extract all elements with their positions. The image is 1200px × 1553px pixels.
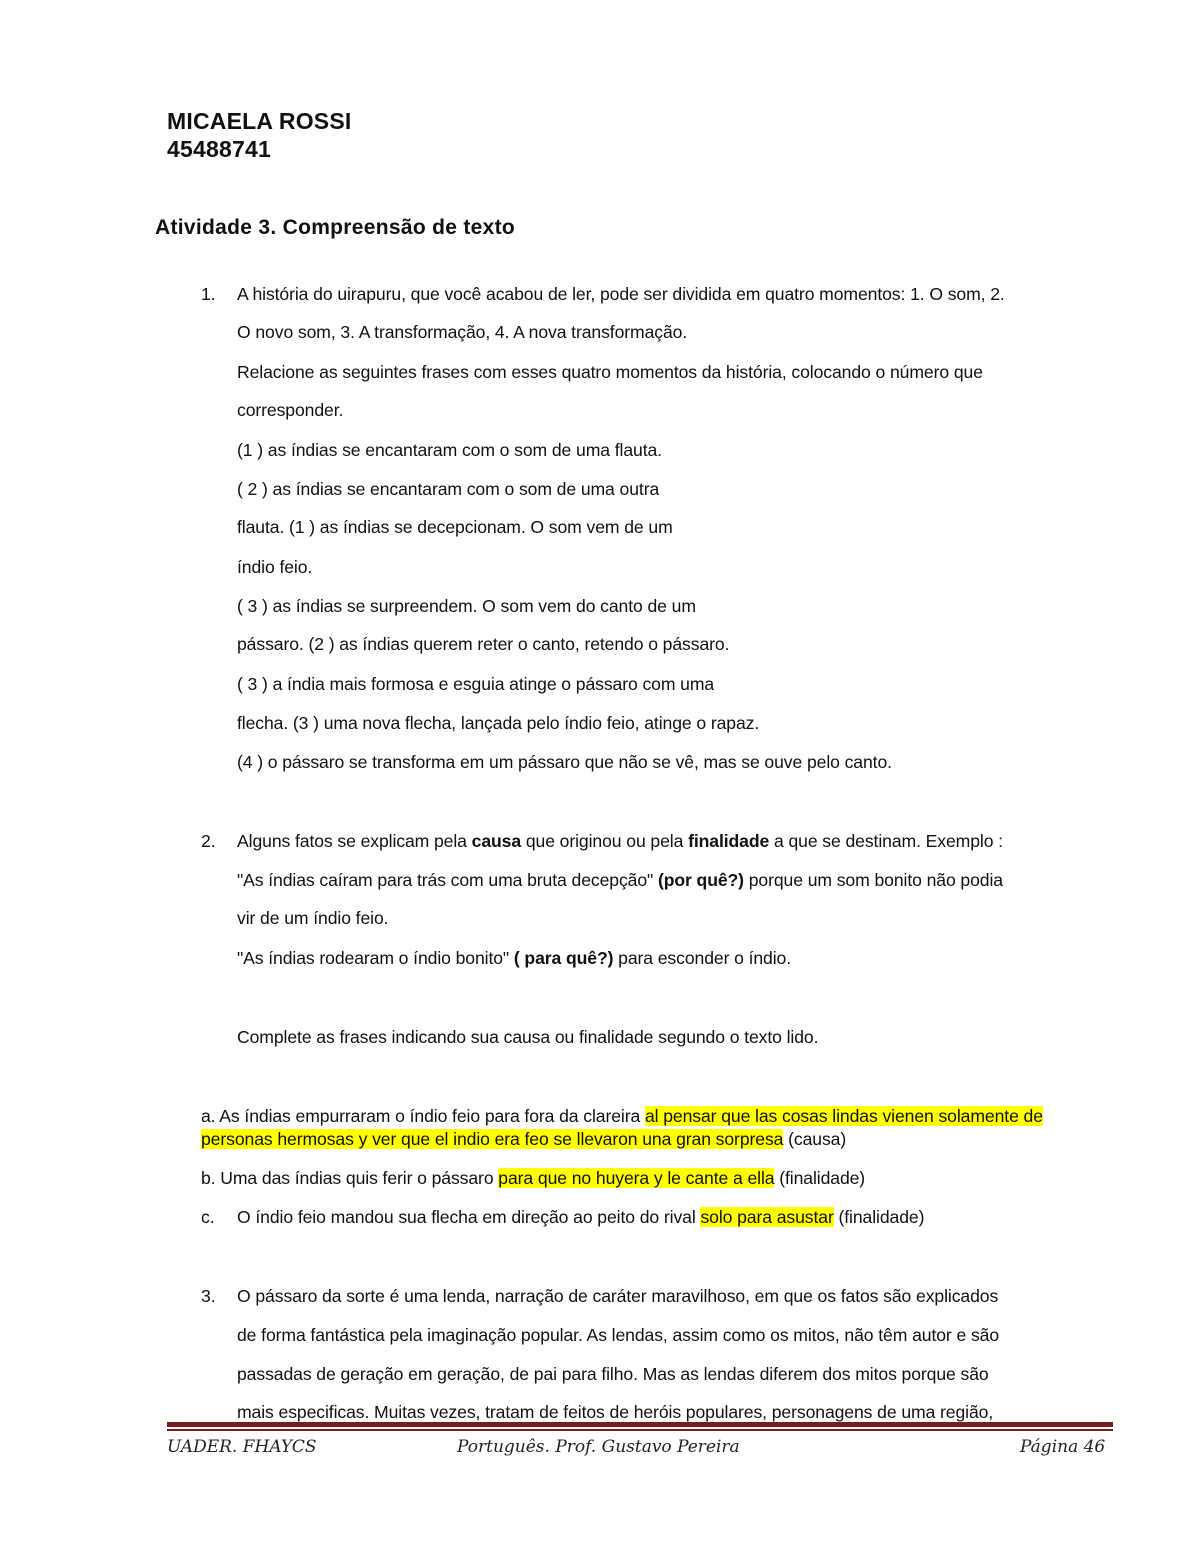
q1-line: (4 ) o pássaro se transforma em um pássaro que não se vê, mas se ouve pelo canto. (237, 752, 892, 772)
q2-finalidade-keyword: finalidade (688, 831, 770, 851)
q2-instruction: Complete as frases indicando sua causa ou finalidade segundo o texto lido. (237, 1027, 819, 1047)
footer-rule (167, 1422, 1113, 1427)
q3-line: de forma fantástica pela imaginação popular. As lendas, assim como os mitos, não têm autor e são (237, 1325, 1000, 1345)
answer-a-highlight: al pensar que las cosas lindas vienen solamente de (644, 1106, 1043, 1126)
student-id: 45488741 (167, 136, 271, 162)
q2-item-a-line2: personas hermosas y ver que el indio era feo se llevaron una gran sorpresa (causa) (201, 1129, 847, 1149)
q1-line: ( 2 ) as índias se encantaram com o som de uma outra (237, 479, 660, 499)
q1-line: ( 3 ) a índia mais formosa e esguia atinge o pássaro com uma (237, 674, 715, 694)
q2-example-2: "As índias rodearam o índio bonito" ( para quê?) para esconder o índio. (237, 948, 792, 968)
q3-number: 3. (201, 1286, 216, 1306)
q2-item-a-line1: a. As índias empurraram o índio feio para fora da clareira al pensar que las cosas lindas vienen solamente de (201, 1106, 1043, 1126)
footer-center: Português. Prof. Gustavo Pereira (457, 1437, 740, 1457)
footer-page-number: Página 46 (1020, 1437, 1106, 1457)
q2-causa-keyword: causa (471, 831, 522, 851)
q1-line: (1 ) as índias se encantaram com o som de uma flauta. (237, 440, 662, 460)
answer-a-highlight-cont: personas hermosas y ver que el indio era feo se llevaron una gran sorpresa (201, 1129, 784, 1149)
q1-line: A história do uirapuru, que você acabou de ler, pode ser dividida em quatro momentos: 1. O som, 2. (237, 284, 1005, 304)
q1-line: ( 3 ) as índias se surpreendem. O som vem do canto de um (237, 596, 696, 616)
q1-line: corresponder. (237, 400, 344, 420)
q2-item-c-label: c. (201, 1207, 215, 1227)
q3-line: passadas de geração em geração, de pai para filho. Mas as lendas diferem dos mitos porque são (237, 1364, 989, 1384)
q1-line: O novo som, 3. A transformação, 4. A nova transformação. (237, 322, 688, 342)
q2-example-1: "As índias caíram para trás com uma bruta decepção" (por quê?) porque um som bonito não podia (237, 870, 1003, 890)
q1-line: índio feio. (237, 557, 313, 577)
activity-title: Atividade 3. Compreensão de texto (155, 216, 515, 239)
q3-line: mais especificas. Muitas vezes, tratam de feitos de heróis populares, personagens de uma região, (237, 1402, 994, 1422)
q2-intro: Alguns fatos se explicam pela causa que originou ou pela finalidade a que se destinam. Exemplo : (237, 831, 1003, 851)
q1-line: flauta. (1 ) as índias se decepcionam. O som vem de um (237, 517, 673, 537)
q2-item-b: b. Uma das índias quis ferir o pássaro para que no huyera y le cante a ella (finalidade) (201, 1168, 866, 1188)
footer-left: UADER. FHAYCS (167, 1437, 317, 1457)
q2-number: 2. (201, 831, 216, 851)
answer-b-highlight: para que no huyera y le cante a ella (498, 1168, 775, 1188)
student-name: MICAELA ROSSI (167, 108, 352, 134)
footer-rule-thin (167, 1429, 1113, 1431)
q2-example-1-cont: vir de um índio feio. (237, 908, 389, 928)
q3-line: O pássaro da sorte é uma lenda, narração de caráter maravilhoso, em que os fatos são explicados (237, 1286, 999, 1306)
q2-item-c: O índio feio mandou sua flecha em direção ao peito do rival solo para asustar (finalidade) (237, 1207, 925, 1227)
q1-line: Relacione as seguintes frases com esses quatro momentos da história, colocando o número que (237, 362, 983, 382)
answer-c-highlight: solo para asustar (700, 1207, 834, 1227)
q1-line: flecha. (3 ) uma nova flecha, lançada pelo índio feio, atinge o rapaz. (237, 713, 760, 733)
q1-number: 1. (201, 284, 216, 304)
q1-line: pássaro. (2 ) as índias querem reter o canto, retendo o pássaro. (237, 634, 730, 654)
